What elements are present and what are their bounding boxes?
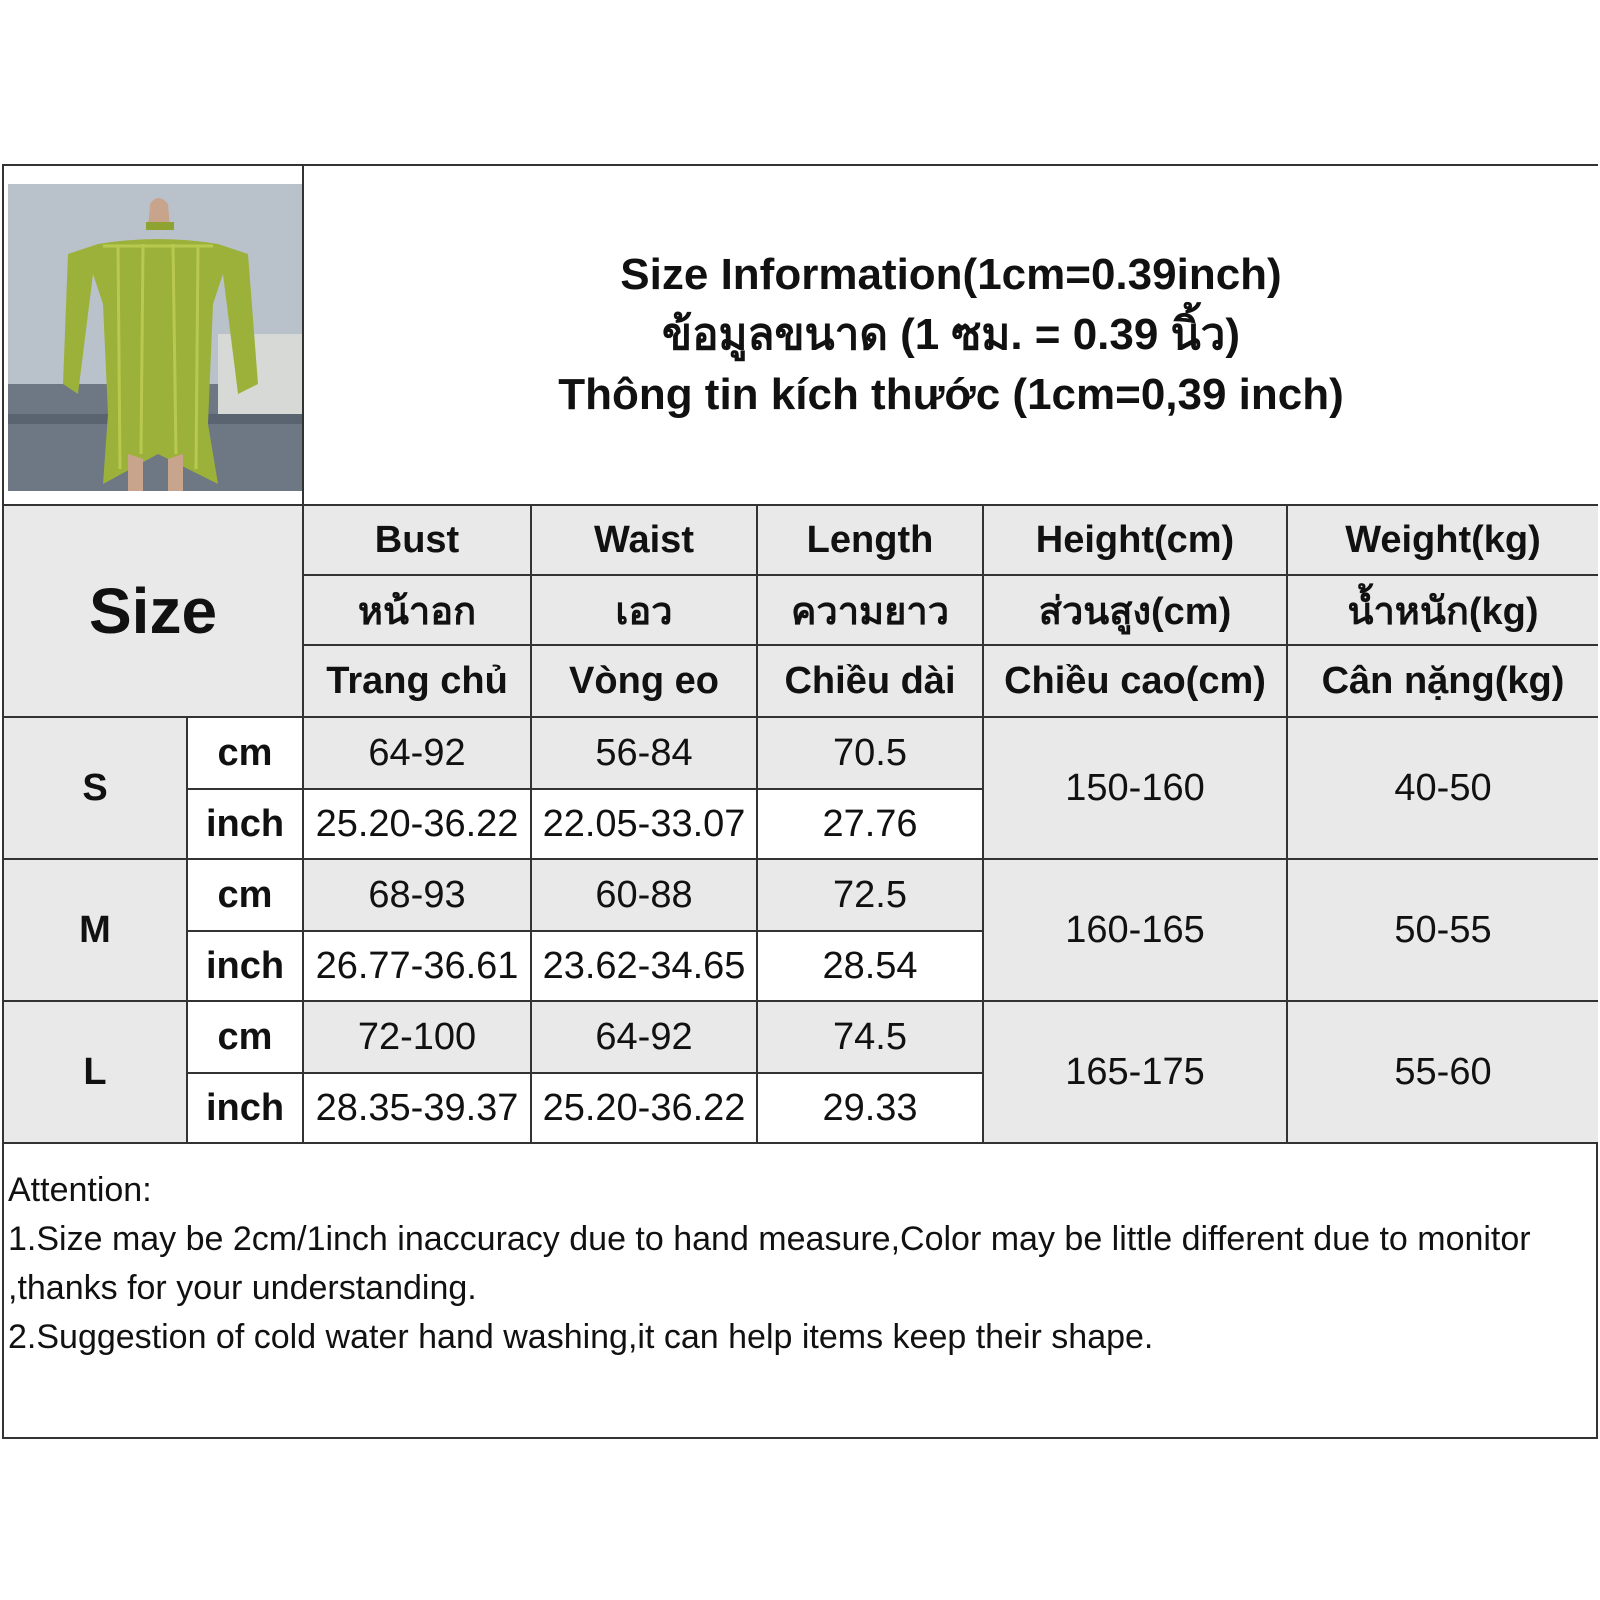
m-inch-bust: 26.77-36.61 [302, 930, 532, 1002]
s-cm-bust: 64-92 [302, 716, 532, 790]
col-header-length-th: ความยาว [756, 574, 984, 646]
col-header-length-vi: Chiều dài [756, 644, 984, 718]
s-inch-bust: 25.20-36.22 [302, 788, 532, 860]
unit-label-cm: cm [186, 1000, 304, 1074]
col-header-bust-vi: Trang chủ [302, 644, 532, 718]
attention-notes [8, 1166, 1588, 1362]
dress-illustration [8, 184, 304, 491]
s-height: 150-160 [982, 716, 1288, 860]
title-vi: Thông tin kích thước (1cm=0,39 inch) [558, 370, 1344, 419]
col-header-length-en: Length [756, 504, 984, 576]
l-inch-length: 29.33 [756, 1072, 984, 1144]
unit-label-inch: inch [186, 930, 304, 1002]
photo-cell [4, 166, 304, 506]
row-size-s: S [4, 716, 188, 860]
size-header-label: Size [88, 575, 218, 647]
l-cm-bust: 72-100 [302, 1000, 532, 1074]
m-weight: 50-55 [1286, 858, 1598, 1002]
row-size-l: L [4, 1000, 188, 1144]
size-chart [2, 164, 1598, 1439]
col-header-height-en: Height(cm) [982, 504, 1288, 576]
m-cm-length: 72.5 [756, 858, 984, 932]
l-cm-length: 74.5 [756, 1000, 984, 1074]
unit-label-cm: cm [186, 858, 304, 932]
col-header-bust-en: Bust [302, 504, 532, 576]
l-cm-waist: 64-92 [530, 1000, 758, 1074]
col-header-waist-en: Waist [530, 504, 758, 576]
col-header-height-vi: Chiều cao(cm) [982, 644, 1288, 718]
unit-label-inch: inch [186, 1072, 304, 1144]
s-weight: 40-50 [1286, 716, 1598, 860]
col-header-bust-th: หน้าอก [302, 574, 532, 646]
s-cm-waist: 56-84 [530, 716, 758, 790]
attention-line-2: 2.Suggestion of cold water hand washing,it can help items keep their shape. [8, 1318, 1154, 1356]
s-inch-waist: 22.05-33.07 [530, 788, 758, 860]
title-th: ข้อมูลขนาด (1 ซม. = 0.39 นิ้ว) [661, 310, 1240, 359]
l-weight: 55-60 [1286, 1000, 1598, 1144]
col-header-weight-vi: Cân nặng(kg) [1286, 644, 1598, 718]
s-cm-length: 70.5 [756, 716, 984, 790]
col-header-height-th: ส่วนสูง(cm) [982, 574, 1288, 646]
title-en: Size Information(1cm=0.39inch) [620, 250, 1282, 299]
s-inch-length: 27.76 [756, 788, 984, 860]
title-block [302, 166, 1598, 506]
col-header-weight-en: Weight(kg) [1286, 504, 1598, 576]
product-photo [8, 184, 304, 491]
unit-label-inch: inch [186, 788, 304, 860]
l-height: 165-175 [982, 1000, 1288, 1144]
m-height: 160-165 [982, 858, 1288, 1002]
size-header [4, 504, 304, 718]
attention-line-1: 1.Size may be 2cm/1inch inaccuracy due to hand measure,Color may be little different due to monitor ,thanks for your understanding. [8, 1220, 1541, 1307]
row-size-m: M [4, 858, 188, 1002]
m-inch-waist: 23.62-34.65 [530, 930, 758, 1002]
col-header-waist-th: เอว [530, 574, 758, 646]
col-header-waist-vi: Vòng eo [530, 644, 758, 718]
m-cm-bust: 68-93 [302, 858, 532, 932]
attention-heading: Attention: [8, 1171, 152, 1209]
unit-label-cm: cm [186, 716, 304, 790]
l-inch-waist: 25.20-36.22 [530, 1072, 758, 1144]
m-inch-length: 28.54 [756, 930, 984, 1002]
m-cm-waist: 60-88 [530, 858, 758, 932]
l-inch-bust: 28.35-39.37 [302, 1072, 532, 1144]
col-header-weight-th: น้ำหนัก(kg) [1286, 574, 1598, 646]
